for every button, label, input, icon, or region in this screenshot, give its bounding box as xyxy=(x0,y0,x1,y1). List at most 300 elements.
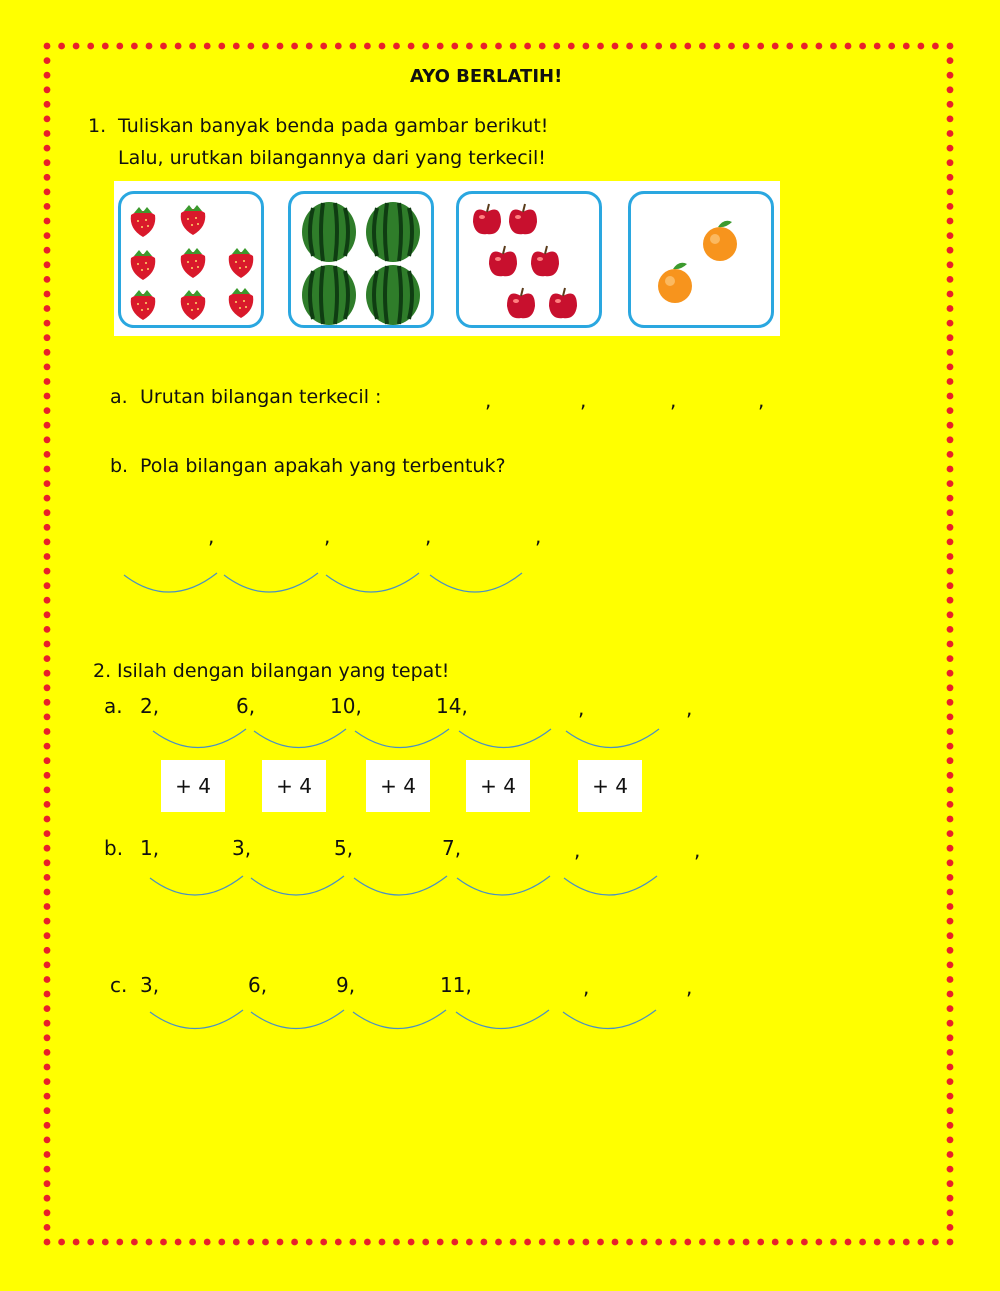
sequence-value: 10, xyxy=(330,694,362,718)
border-dot xyxy=(131,43,138,50)
border-dot xyxy=(44,582,51,589)
border-dot xyxy=(306,43,313,50)
border-dot xyxy=(714,43,721,50)
border-dot xyxy=(146,43,153,50)
border-dot xyxy=(466,43,473,50)
border-dot xyxy=(44,72,51,79)
border-dot xyxy=(73,43,80,50)
border-dot xyxy=(44,305,51,312)
border-dot xyxy=(44,291,51,298)
border-dot xyxy=(481,43,488,50)
border-dot xyxy=(786,1239,793,1246)
border-dot xyxy=(947,553,954,560)
border-dot xyxy=(160,43,167,50)
border-dot xyxy=(641,1239,648,1246)
sequence-value: 1, xyxy=(140,836,160,860)
border-dot xyxy=(44,261,51,268)
sequence-arc xyxy=(251,876,344,895)
border-dot xyxy=(44,626,51,633)
border-dot xyxy=(58,1239,65,1246)
sequence-arc xyxy=(564,876,657,895)
sequence-arc xyxy=(456,1010,549,1029)
q1a-text: Urutan bilangan terkecil : xyxy=(140,386,382,408)
border-dot xyxy=(947,845,954,852)
border-dot xyxy=(131,1239,138,1246)
border-dot xyxy=(291,43,298,50)
border-dot xyxy=(510,1239,517,1246)
border-dot xyxy=(87,1239,94,1246)
border-dot xyxy=(947,1078,954,1085)
border-dot xyxy=(44,189,51,196)
sequence-arc xyxy=(459,729,551,748)
border-dot xyxy=(699,1239,706,1246)
sequence-value: 7, xyxy=(442,836,462,860)
border-dot xyxy=(335,1239,342,1246)
border-dot xyxy=(277,43,284,50)
border-dot xyxy=(947,451,954,458)
border-dot xyxy=(44,932,51,939)
border-dot xyxy=(44,1209,51,1216)
border-dot xyxy=(947,159,954,166)
border-dot xyxy=(932,43,939,50)
border-dot xyxy=(947,962,954,969)
border-dot xyxy=(44,1195,51,1202)
border-dot xyxy=(655,1239,662,1246)
answer-comma: , xyxy=(583,975,590,999)
border-dot xyxy=(947,43,954,50)
apples-image xyxy=(459,194,605,331)
page-title: AYO BERLATIH! xyxy=(410,66,563,87)
sequence-value: 6, xyxy=(236,694,256,718)
border-dot xyxy=(44,174,51,181)
border-dot xyxy=(44,393,51,400)
border-dot xyxy=(947,116,954,123)
border-dot xyxy=(859,1239,866,1246)
border-dot xyxy=(44,655,51,662)
border-dot xyxy=(44,947,51,954)
border-dot xyxy=(947,816,954,823)
border-dot xyxy=(947,757,954,764)
border-dot xyxy=(102,1239,109,1246)
border-dot xyxy=(44,568,51,575)
border-dot xyxy=(947,232,954,239)
border-dot xyxy=(597,43,604,50)
border-dot xyxy=(44,816,51,823)
border-dot xyxy=(204,43,211,50)
border-dot xyxy=(44,524,51,531)
border-dot xyxy=(44,874,51,881)
border-dot xyxy=(87,43,94,50)
sequence-arc xyxy=(124,573,217,592)
q1b-label: b. xyxy=(110,455,129,477)
q2-number: 2. xyxy=(93,660,112,682)
border-dot xyxy=(350,43,357,50)
apple-box xyxy=(456,191,602,328)
border-dot xyxy=(393,43,400,50)
border-dot xyxy=(524,43,531,50)
answer-comma: , xyxy=(670,388,677,412)
border-dot xyxy=(379,1239,386,1246)
q1-instruction-line2: Lalu, urutkan bilangannya dari yang terkecil! xyxy=(118,147,546,169)
border-dot xyxy=(291,1239,298,1246)
border-dot xyxy=(44,553,51,560)
border-dot xyxy=(233,1239,240,1246)
border-dot xyxy=(44,334,51,341)
border-dot xyxy=(947,743,954,750)
border-dot xyxy=(947,495,954,502)
border-dot xyxy=(947,436,954,443)
border-dot xyxy=(947,1195,954,1202)
sequence-arc xyxy=(355,729,449,748)
border-dot xyxy=(262,1239,269,1246)
border-dot xyxy=(947,859,954,866)
border-dot xyxy=(44,116,51,123)
border-dot xyxy=(947,918,954,925)
sequence-arc xyxy=(430,573,522,592)
border-dot xyxy=(670,1239,677,1246)
border-dot xyxy=(947,1034,954,1041)
sequence-arc xyxy=(153,729,246,748)
border-dot xyxy=(44,757,51,764)
border-dot xyxy=(248,43,255,50)
answer-comma: , xyxy=(580,388,587,412)
orange-box xyxy=(628,191,774,328)
sequence-arc xyxy=(566,729,659,748)
border-dot xyxy=(947,247,954,254)
border-dot xyxy=(947,509,954,516)
border-dot xyxy=(218,43,225,50)
sequence-value: 5, xyxy=(334,836,354,860)
border-dot xyxy=(947,72,954,79)
sequence-value: 14, xyxy=(436,694,468,718)
border-dot xyxy=(44,276,51,283)
border-dot xyxy=(44,1166,51,1173)
border-dot xyxy=(44,539,51,546)
border-dot xyxy=(44,830,51,837)
border-dot xyxy=(947,874,954,881)
border-dot xyxy=(44,714,51,721)
border-dot xyxy=(757,1239,764,1246)
border-dot xyxy=(44,743,51,750)
sequence-arc xyxy=(251,1010,344,1029)
border-dot xyxy=(947,1239,954,1246)
border-dot xyxy=(44,407,51,414)
border-dot xyxy=(947,407,954,414)
border-dot xyxy=(44,845,51,852)
answer-comma: , xyxy=(574,838,581,862)
border-dot xyxy=(102,43,109,50)
border-dot xyxy=(874,1239,881,1246)
border-dot xyxy=(204,1239,211,1246)
border-dot xyxy=(44,1049,51,1056)
sequence-arc xyxy=(150,1010,243,1029)
border-dot xyxy=(947,1064,954,1071)
border-dot xyxy=(44,670,51,677)
border-dot xyxy=(73,1239,80,1246)
border-dot xyxy=(44,480,51,487)
sequence-arc xyxy=(353,1010,446,1029)
border-dot xyxy=(947,932,954,939)
border-dot xyxy=(44,611,51,618)
answer-comma: , xyxy=(694,838,701,862)
border-dot xyxy=(44,466,51,473)
fruit-image-strip xyxy=(114,181,780,336)
border-dot xyxy=(947,1209,954,1216)
border-dot xyxy=(146,1239,153,1246)
border-dot xyxy=(160,1239,167,1246)
border-dot xyxy=(947,422,954,429)
border-dot xyxy=(947,684,954,691)
border-dot xyxy=(44,86,51,93)
border-dot xyxy=(44,699,51,706)
border-dot xyxy=(408,43,415,50)
answer-comma: , xyxy=(324,524,331,548)
border-dot xyxy=(947,86,954,93)
border-dot xyxy=(44,232,51,239)
plus-four-box: + 4 xyxy=(161,760,225,812)
q1b-text: Pola bilangan apakah yang terbentuk? xyxy=(140,455,506,477)
sequence-arc xyxy=(254,729,346,748)
sequence-arc xyxy=(224,573,318,592)
border-dot xyxy=(44,1137,51,1144)
border-dot xyxy=(947,830,954,837)
q2-instruction: Isilah dengan bilangan yang tepat! xyxy=(117,660,450,682)
border-dot xyxy=(947,378,954,385)
border-dot xyxy=(524,1239,531,1246)
sequence-value: 11, xyxy=(440,973,472,997)
border-dot xyxy=(947,568,954,575)
border-dot xyxy=(903,1239,910,1246)
border-dot xyxy=(44,1034,51,1041)
border-dot xyxy=(510,43,517,50)
answer-comma: , xyxy=(208,524,215,548)
border-dot xyxy=(947,611,954,618)
border-dot xyxy=(947,1224,954,1231)
watermelons-image xyxy=(291,194,437,331)
border-dot xyxy=(947,991,954,998)
plus-four-box: + 4 xyxy=(262,760,326,812)
border-dot xyxy=(947,728,954,735)
border-dot xyxy=(218,1239,225,1246)
border-dot xyxy=(947,1137,954,1144)
border-dot xyxy=(539,1239,546,1246)
border-dot xyxy=(44,349,51,356)
border-dot xyxy=(335,43,342,50)
border-dot xyxy=(772,1239,779,1246)
border-dot xyxy=(947,1049,954,1056)
border-dot xyxy=(947,320,954,327)
answer-comma: , xyxy=(686,696,693,720)
border-dot xyxy=(277,1239,284,1246)
border-dot xyxy=(947,174,954,181)
border-dot xyxy=(233,43,240,50)
border-dot xyxy=(495,43,502,50)
border-dot xyxy=(947,699,954,706)
border-dot xyxy=(888,1239,895,1246)
border-dot xyxy=(947,626,954,633)
border-dot xyxy=(44,247,51,254)
border-dot xyxy=(44,1005,51,1012)
border-dot xyxy=(816,1239,823,1246)
strawberries-image xyxy=(121,194,267,331)
strawberry-box xyxy=(118,191,264,328)
border-dot xyxy=(947,582,954,589)
border-dot xyxy=(947,655,954,662)
border-dot xyxy=(44,145,51,152)
border-dot xyxy=(437,43,444,50)
border-dot xyxy=(364,43,371,50)
border-dot xyxy=(44,859,51,866)
border-dot xyxy=(947,349,954,356)
answer-comma: , xyxy=(485,388,492,412)
border-dot xyxy=(44,422,51,429)
border-dot xyxy=(670,43,677,50)
border-dot xyxy=(947,130,954,137)
border-dot xyxy=(44,903,51,910)
border-dot xyxy=(539,43,546,50)
border-dot xyxy=(947,539,954,546)
sequence-value: 3, xyxy=(140,973,160,997)
border-dot xyxy=(481,1239,488,1246)
q2b-label: b. xyxy=(104,836,124,860)
border-dot xyxy=(714,1239,721,1246)
sequence-value: 3, xyxy=(232,836,252,860)
border-dot xyxy=(44,1020,51,1027)
border-dot xyxy=(320,1239,327,1246)
border-dot xyxy=(641,43,648,50)
border-dot xyxy=(568,43,575,50)
border-dot xyxy=(44,976,51,983)
border-dot xyxy=(947,101,954,108)
border-dot xyxy=(189,43,196,50)
border-dot xyxy=(947,364,954,371)
border-dot xyxy=(44,320,51,327)
border-dot xyxy=(947,714,954,721)
sequence-value: 9, xyxy=(336,973,356,997)
border-dot xyxy=(44,889,51,896)
border-dot xyxy=(44,159,51,166)
border-dot xyxy=(947,57,954,64)
border-dot xyxy=(44,436,51,443)
border-dot xyxy=(568,1239,575,1246)
q2a-label: a. xyxy=(104,694,123,718)
border-dot xyxy=(947,480,954,487)
border-dot xyxy=(553,43,560,50)
oranges-image xyxy=(631,194,777,331)
border-dot xyxy=(44,918,51,925)
plus-four-box: + 4 xyxy=(578,760,642,812)
border-dot xyxy=(583,1239,590,1246)
q1-number: 1. xyxy=(88,115,107,137)
border-dot xyxy=(44,1093,51,1100)
border-dot xyxy=(44,57,51,64)
answer-comma: , xyxy=(578,696,585,720)
border-dot xyxy=(947,524,954,531)
border-dot xyxy=(44,728,51,735)
border-dot xyxy=(553,1239,560,1246)
border-dot xyxy=(845,43,852,50)
border-dot xyxy=(248,1239,255,1246)
border-dot xyxy=(874,43,881,50)
border-dot xyxy=(44,1239,51,1246)
border-dot xyxy=(947,466,954,473)
border-dot xyxy=(684,43,691,50)
q2c-label: c. xyxy=(110,973,128,997)
border-dot xyxy=(947,1151,954,1158)
border-dot xyxy=(947,641,954,648)
border-dot xyxy=(947,1180,954,1187)
border-dot xyxy=(947,1020,954,1027)
border-dot xyxy=(947,1107,954,1114)
border-dot xyxy=(947,305,954,312)
border-dot xyxy=(947,145,954,152)
border-dot xyxy=(379,43,386,50)
sequence-arc xyxy=(457,876,550,895)
border-dot xyxy=(364,1239,371,1246)
border-dot xyxy=(947,291,954,298)
border-dot xyxy=(947,947,954,954)
answer-comma: , xyxy=(686,975,693,999)
border-dot xyxy=(859,43,866,50)
border-dot xyxy=(655,43,662,50)
border-dot xyxy=(350,1239,357,1246)
q1a-label: a. xyxy=(110,386,128,408)
border-dot xyxy=(772,43,779,50)
border-dot xyxy=(44,495,51,502)
border-dot xyxy=(757,43,764,50)
border-dot xyxy=(947,772,954,779)
sequence-value: 6, xyxy=(248,973,268,997)
border-dot xyxy=(44,1064,51,1071)
sequence-value: 2, xyxy=(140,694,160,718)
border-dot xyxy=(597,1239,604,1246)
border-dot xyxy=(947,670,954,677)
border-dot xyxy=(947,903,954,910)
plus-four-box: + 4 xyxy=(466,760,530,812)
border-dot xyxy=(175,43,182,50)
border-dot xyxy=(44,1078,51,1085)
border-dot xyxy=(743,43,750,50)
border-dot xyxy=(44,772,51,779)
border-dot xyxy=(888,43,895,50)
border-dot xyxy=(44,597,51,604)
sequence-arc xyxy=(150,876,243,895)
border-dot xyxy=(44,641,51,648)
border-dot xyxy=(320,43,327,50)
border-dot xyxy=(306,1239,313,1246)
border-dot xyxy=(947,801,954,808)
border-dot xyxy=(626,43,633,50)
border-dot xyxy=(451,1239,458,1246)
border-dot xyxy=(393,1239,400,1246)
border-dot xyxy=(947,597,954,604)
watermelon-box xyxy=(288,191,434,328)
plus-four-box: + 4 xyxy=(366,760,430,812)
border-dot xyxy=(44,364,51,371)
border-dot xyxy=(728,1239,735,1246)
sequence-arc xyxy=(563,1010,656,1029)
border-dot xyxy=(830,43,837,50)
border-dot xyxy=(451,43,458,50)
border-dot xyxy=(495,1239,502,1246)
border-dot xyxy=(816,43,823,50)
border-dot xyxy=(583,43,590,50)
border-dot xyxy=(44,509,51,516)
q1-instruction-line1: Tuliskan banyak benda pada gambar berikut! xyxy=(118,115,549,137)
border-dot xyxy=(44,991,51,998)
border-dot xyxy=(743,1239,750,1246)
border-dot xyxy=(947,1093,954,1100)
